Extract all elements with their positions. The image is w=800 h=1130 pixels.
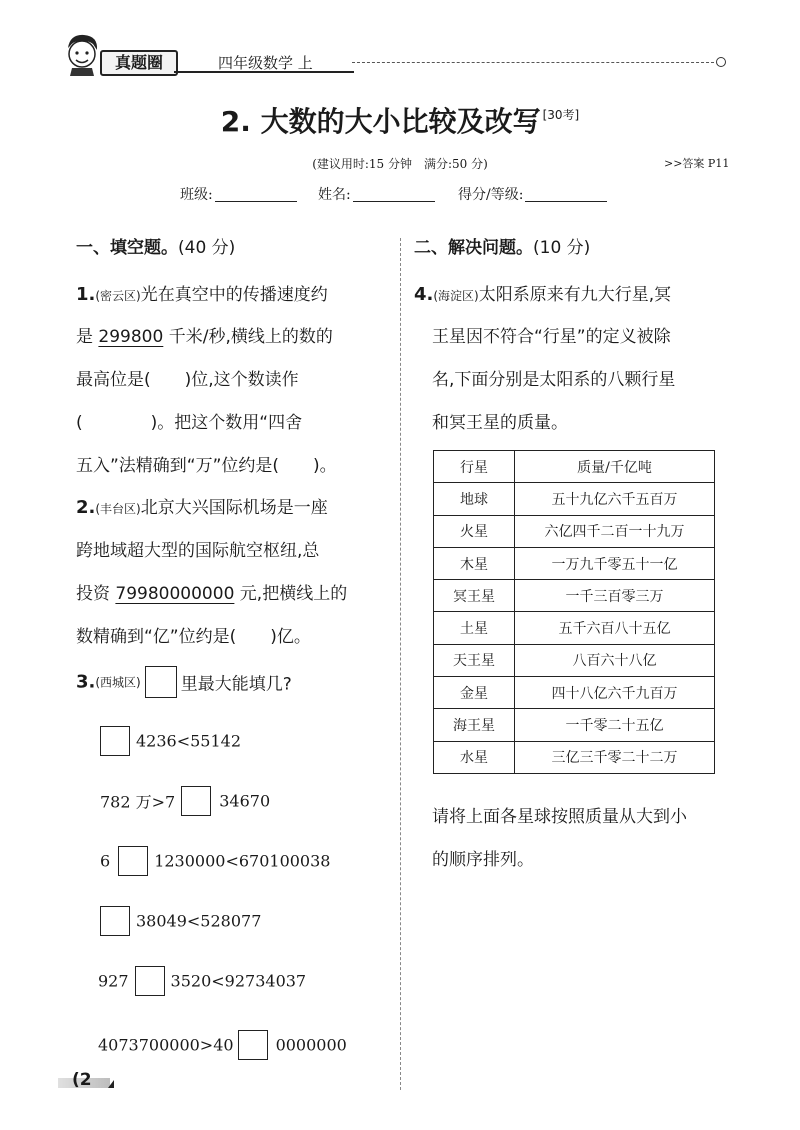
q3-item-6	[98, 1030, 347, 1060]
table-row	[434, 580, 715, 612]
q4-after-line-1: 请将上面各星球按照质量从大到小	[432, 807, 687, 827]
section2-points: (10 分)	[533, 238, 591, 258]
section1-heading	[76, 233, 235, 258]
page-number: (2	[72, 1070, 92, 1090]
planet-name: 天王星	[434, 644, 515, 676]
q2-number: 2.	[76, 497, 96, 518]
q1-district: (密云区)	[95, 289, 141, 303]
q1-number: 1.	[76, 284, 96, 305]
page-title-text: 2. 大数的大小比较及改写	[220, 105, 541, 138]
header-rule-end-circle	[716, 57, 726, 67]
table-header-planet: 行星	[434, 451, 515, 483]
q3-prompt: 里最大能填几?	[180, 674, 292, 695]
q1-text-2a: 是	[76, 327, 99, 347]
q4-line-4: 和冥王星的质量。	[432, 413, 568, 433]
planet-mass: 六亿四千二百一十九万	[515, 515, 715, 547]
planet-mass: 四十八亿六千九百万	[515, 677, 715, 709]
q3-item-4-answer-box[interactable]	[100, 906, 130, 936]
planet-mass-table	[433, 450, 715, 774]
section1-points: (40 分)	[178, 238, 236, 258]
q3-item-1-after: 4236<55142	[136, 731, 242, 751]
q3-item-6-answer-box[interactable]	[238, 1030, 268, 1060]
q4-line-1	[414, 280, 671, 305]
q2-district: (丰台区)	[95, 502, 141, 516]
q3-prompt-box	[145, 666, 177, 698]
q1-line-1	[76, 280, 328, 305]
q4-after-line-2: 的顺序排列。	[432, 850, 534, 870]
q3-item-3-answer-box[interactable]	[118, 846, 148, 876]
planet-mass: 五千六百八十五亿	[515, 612, 715, 644]
q3-item-2	[100, 786, 270, 816]
planet-mass: 三亿三千零二十二万	[515, 741, 715, 773]
planet-name: 金星	[434, 677, 515, 709]
q2-underlined-number: 79980000000	[115, 584, 235, 604]
q3-item-4	[100, 906, 261, 936]
name-blank[interactable]	[353, 201, 435, 202]
q3-number: 3.	[76, 671, 96, 693]
planet-mass: 八百六十八亿	[515, 644, 715, 676]
q1-line-2	[76, 322, 333, 347]
q2-text-3a: 投资	[76, 584, 116, 604]
name-field	[318, 184, 435, 204]
q3-item-3	[100, 846, 330, 876]
q2-line-3	[76, 579, 347, 604]
table-row	[434, 612, 715, 644]
q3-line-1	[76, 666, 292, 698]
q3-item-5	[98, 966, 306, 996]
q4-line-3: 名,下面分别是太阳系的八颗行星	[432, 370, 676, 390]
score-blank[interactable]	[525, 201, 607, 202]
answer-reference: >>答案 P11	[664, 157, 730, 170]
q3-item-6-after: 0000000	[275, 1035, 347, 1055]
planet-name: 冥王星	[434, 580, 515, 612]
class-field	[180, 184, 297, 204]
time-and-score-note: (建议用时:15 分钟 满分:50 分)	[312, 157, 488, 171]
page-title	[0, 100, 800, 140]
grade-label: 四年级数学 上	[218, 54, 313, 72]
table-row	[434, 677, 715, 709]
planet-mass: 一千三百零三万	[515, 580, 715, 612]
table-row	[434, 644, 715, 676]
header-dashed-rule	[352, 62, 714, 63]
q3-item-3-after: 1230000<670100038	[154, 851, 331, 871]
q3-item-2-answer-box[interactable]	[181, 786, 211, 816]
planet-name: 火星	[434, 515, 515, 547]
page-corner-triangle	[108, 1080, 114, 1088]
planet-mass: 五十九亿六千五百万	[515, 483, 715, 515]
brand-box: 真题圈	[100, 50, 178, 76]
q1-line-3: 最高位是( )位,这个数读作	[76, 370, 299, 390]
q1-line-4: ( )。把这个数用“四舍	[76, 413, 303, 433]
q2-text-3b: 元,把横线上的	[234, 584, 348, 604]
table-row	[434, 547, 715, 579]
q1-text-2b: 千米/秒,横线上的数的	[163, 327, 333, 347]
class-blank[interactable]	[215, 201, 297, 202]
q3-item-2-after: 34670	[219, 791, 271, 811]
column-divider	[400, 238, 401, 1090]
planet-name: 木星	[434, 547, 515, 579]
table-row	[434, 483, 715, 515]
q1-line-5: 五入”法精确到“万”位约是( )。	[76, 456, 337, 476]
cartoon-boy-logo	[62, 32, 102, 76]
q3-item-3-before: 6	[100, 851, 111, 871]
name-label: 姓名:	[318, 187, 351, 203]
planet-mass: 一千零二十五亿	[515, 709, 715, 741]
section2-title: 二、解决问题。	[414, 238, 533, 258]
q3-item-1	[100, 726, 241, 756]
q4-number: 4.	[414, 284, 434, 305]
page-number-value: 2	[79, 1070, 92, 1090]
q4-text-1: 太阳系原来有九大行星,冥	[478, 285, 672, 305]
exam-count-tag: [30考]	[542, 108, 580, 122]
q3-item-6-before: 4073700000>40	[98, 1035, 234, 1055]
q2-line-1	[76, 493, 328, 518]
q2-text-1: 北京大兴国际机场是一座	[140, 498, 328, 518]
class-label: 班级:	[180, 187, 213, 203]
planet-mass: 一万九千零五十一亿	[515, 547, 715, 579]
q3-item-5-before: 927	[98, 971, 129, 991]
q1-text-1: 光在真空中的传播速度约	[140, 285, 328, 305]
section2-heading	[414, 233, 590, 258]
q2-line-4: 数精确到“亿”位约是( )亿。	[76, 627, 311, 647]
planet-name: 土星	[434, 612, 515, 644]
table-header-row	[434, 451, 715, 483]
planet-name: 水星	[434, 741, 515, 773]
planet-name: 地球	[434, 483, 515, 515]
q4-district: (海淀区)	[433, 289, 479, 303]
table-row	[434, 709, 715, 741]
q3-item-2-before: 782 万>7	[100, 792, 176, 812]
q2-line-2: 跨地域超大型的国际航空枢纽,总	[76, 541, 320, 561]
q4-line-2: 王星因不符合“行星”的定义被除	[432, 327, 671, 347]
table-row	[434, 741, 715, 773]
planet-name: 海王星	[434, 709, 515, 741]
q3-item-1-answer-box[interactable]	[100, 726, 130, 756]
q3-item-5-after: 3520<92734037	[170, 971, 307, 991]
score-label: 得分/等级:	[458, 187, 524, 203]
table-header-mass: 质量/千亿吨	[515, 451, 715, 483]
score-field	[458, 184, 607, 204]
q3-item-5-answer-box[interactable]	[135, 966, 165, 996]
q3-item-4-after: 38049<528077	[136, 911, 262, 931]
q1-underlined-number: 299800	[98, 327, 164, 347]
table-row	[434, 515, 715, 547]
section1-title: 一、填空题。	[76, 238, 178, 258]
q3-district: (西城区)	[95, 675, 141, 690]
